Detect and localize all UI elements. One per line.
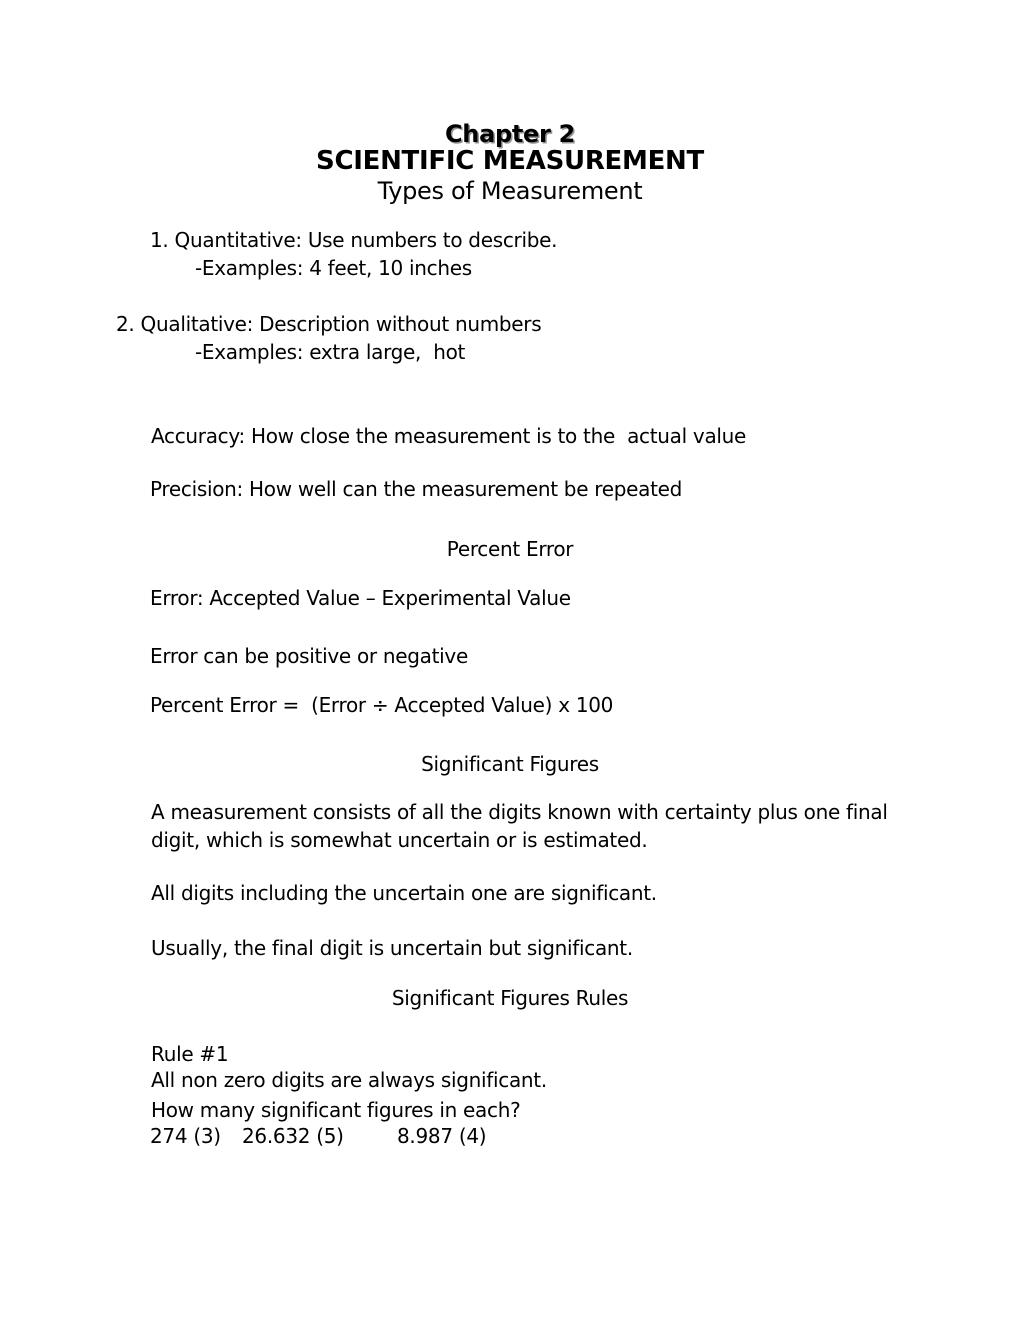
all-digits-note: All digits including the uncertain one are significant. <box>151 881 657 905</box>
percent-error-formula: Percent Error = (Error ÷ Accepted Value) x 100 <box>150 693 614 717</box>
doc-title: SCIENTIFIC MEASUREMENT <box>316 146 704 176</box>
quantitative-example: -Examples: 4 feet, 10 inches <box>195 256 472 280</box>
sig-fig-paragraph-line2: digit, which is somewhat uncertain or is estimated. <box>151 828 648 852</box>
rule1-example-2: 26.632 (5) <box>242 1124 344 1148</box>
rule1-example-1: 274 (3) <box>150 1124 221 1148</box>
qualitative-item: 2. Qualitative: Description without numbers <box>116 312 542 336</box>
final-digit-note: Usually, the final digit is uncertain but significant. <box>151 936 633 960</box>
qualitative-example: -Examples: extra large, hot <box>195 340 466 364</box>
significant-figures-heading: Significant Figures <box>421 752 599 776</box>
error-sign-note: Error can be positive or negative <box>150 644 468 668</box>
chapter-title: Chapter 2 <box>444 120 575 148</box>
precision-definition: Precision: How well can the measurement be repeated <box>150 477 683 501</box>
rule1-title: Rule #1 <box>151 1042 229 1066</box>
rule1-statement: All non zero digits are always significant. <box>151 1068 547 1092</box>
error-definition: Error: Accepted Value – Experimental Value <box>150 586 571 610</box>
accuracy-definition: Accuracy: How close the measurement is to the actual value <box>151 424 747 448</box>
sig-fig-rules-heading: Significant Figures Rules <box>391 986 629 1010</box>
percent-error-heading: Percent Error <box>446 537 574 561</box>
quantitative-item: 1. Quantitative: Use numbers to describe. <box>150 228 558 252</box>
rule1-question: How many significant figures in each? <box>151 1098 521 1122</box>
doc-subtitle: Types of Measurement <box>377 177 643 205</box>
sig-fig-paragraph-line1: A measurement consists of all the digits known with certainty plus one final <box>151 800 888 824</box>
rule1-example-3: 8.987 (4) <box>397 1124 487 1148</box>
